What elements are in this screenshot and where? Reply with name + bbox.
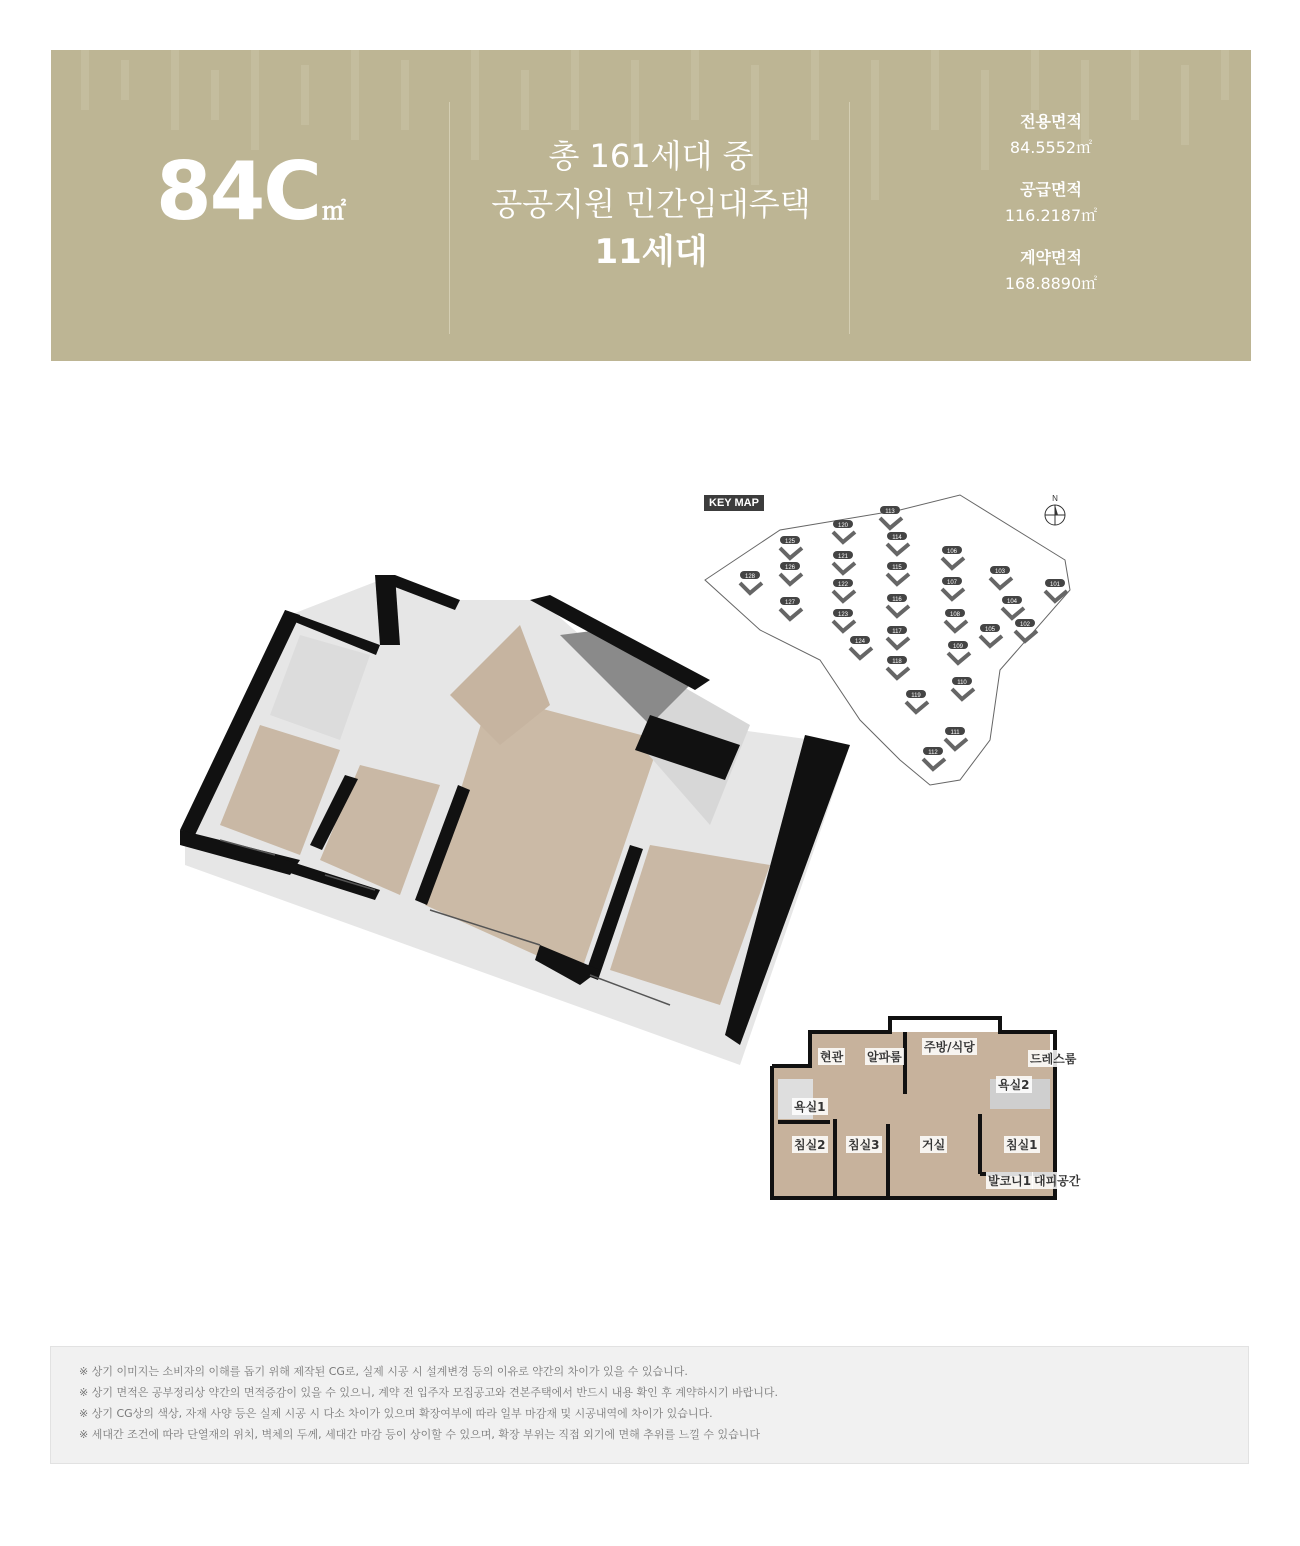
keymap-building-number: 128 <box>744 574 756 580</box>
room-dressroom-label: 드레스룸 <box>1030 1052 1077 1066</box>
keymap-building-number: 113 <box>885 509 895 515</box>
keymap-building-number: 114 <box>892 535 902 541</box>
keymap-building-number: 104 <box>1006 599 1018 605</box>
unit-type-title <box>51 145 451 238</box>
room-bath1-label: 욕실1 <box>794 1100 826 1114</box>
key-map <box>700 490 1080 790</box>
room-bedroom3-label: 침실3 <box>848 1138 880 1152</box>
keymap-building-number: 121 <box>837 554 849 560</box>
key-map-title: KEY MAP <box>704 495 764 511</box>
keymap-building-number: 118 <box>892 659 902 665</box>
room-kitchen-label: 주방/식당 <box>924 1040 975 1054</box>
room-entrance-label: 현관 <box>820 1050 844 1064</box>
summary-line-1: 총 161세대 중 <box>548 137 754 175</box>
room-bedroom1-label: 침실1 <box>1006 1138 1038 1152</box>
north-arrow-icon <box>1043 493 1067 529</box>
room-bath2-label: 욕실2 <box>998 1078 1030 1092</box>
keymap-building-number: 124 <box>854 639 866 645</box>
keymap-building-number: 127 <box>784 600 796 606</box>
keymap-building-number: 116 <box>892 597 902 603</box>
summary-line-2: 공공지원 민간임대주택 <box>491 185 811 223</box>
supply-area-value: 116.2187㎡ <box>1004 206 1098 225</box>
disclaimer-line: ※ 상기 이미지는 소비자의 이해를 돕기 위해 제작된 CG로, 실제 시공 시 설계변경 등의 이유로 약간의 차이가 있을 수 있습니다. <box>79 1365 688 1378</box>
keymap-building-number: 122 <box>837 582 849 588</box>
room-living-label: 거실 <box>922 1138 946 1152</box>
disclaimer-line: ※ 상기 CG상의 색상, 자재 사양 등은 실제 시공 시 다소 차이가 있으며 확장여부에 따라 일부 마감재 및 시공내역에 차이가 있습니다. <box>79 1407 713 1420</box>
keymap-building-number: 125 <box>784 539 796 545</box>
keymap-building-number: 115 <box>892 565 902 571</box>
keymap-building-number: 109 <box>952 644 964 650</box>
exclusive-area-label: 전용면적 <box>1020 112 1082 131</box>
keymap-building-number: 110 <box>957 680 967 686</box>
keymap-building-number: 120 <box>837 523 849 529</box>
supply-area-label: 공급면적 <box>1020 180 1082 199</box>
room-bedroom2-label: 침실2 <box>794 1138 826 1152</box>
disclaimer-line: ※ 세대간 조건에 따라 단열재의 위치, 벽체의 두께, 세대간 마감 등이 상이할 수 있으며, 확장 부위는 직접 외기에 면해 추위를 느낄 수 있습니다 <box>79 1428 761 1441</box>
keymap-building-number: 112 <box>928 750 938 756</box>
area-info <box>851 110 1251 314</box>
type-unit: ㎡ <box>322 197 347 225</box>
keymap-building-number: 106 <box>946 549 958 555</box>
north-label: N <box>1052 494 1058 503</box>
keymap-building-number: 103 <box>994 569 1006 575</box>
keymap-building-number: 117 <box>892 629 902 635</box>
keymap-building-number: 102 <box>1019 622 1031 628</box>
unit-type-banner <box>51 50 1251 361</box>
keymap-building-number: 119 <box>911 693 921 699</box>
floor-plan-2d <box>770 1014 1080 1204</box>
exclusive-area-value: 84.5552㎡ <box>1009 138 1093 157</box>
keymap-building-number: 101 <box>1049 582 1061 588</box>
keymap-building-number: 107 <box>946 580 958 586</box>
type-number: 84C <box>155 145 321 238</box>
room-balcony1-label: 발코니1 <box>988 1174 1032 1188</box>
household-summary <box>451 132 851 276</box>
keymap-building-number: 126 <box>784 565 796 571</box>
keymap-building-number: 105 <box>984 627 996 633</box>
room-alpha-label: 알파룸 <box>867 1050 902 1064</box>
room-evacuation-label: 대피공간 <box>1034 1174 1081 1188</box>
disclaimer-box <box>50 1346 1249 1464</box>
keymap-building-number: 108 <box>949 612 961 618</box>
summary-line-3: 11세대 <box>594 232 708 272</box>
disclaimer-line: ※ 상기 면적은 공부정리상 약간의 면적증감이 있을 수 있으니, 계약 전 입주자 모집공고와 견본주택에서 반드시 내용 확인 후 계약하시기 바랍니다. <box>79 1386 778 1399</box>
contract-area-label: 계약면적 <box>1020 248 1082 267</box>
keymap-building-number: 123 <box>837 612 849 618</box>
contract-area-value: 168.8890㎡ <box>1004 274 1098 293</box>
keymap-building-number: 111 <box>950 730 960 736</box>
